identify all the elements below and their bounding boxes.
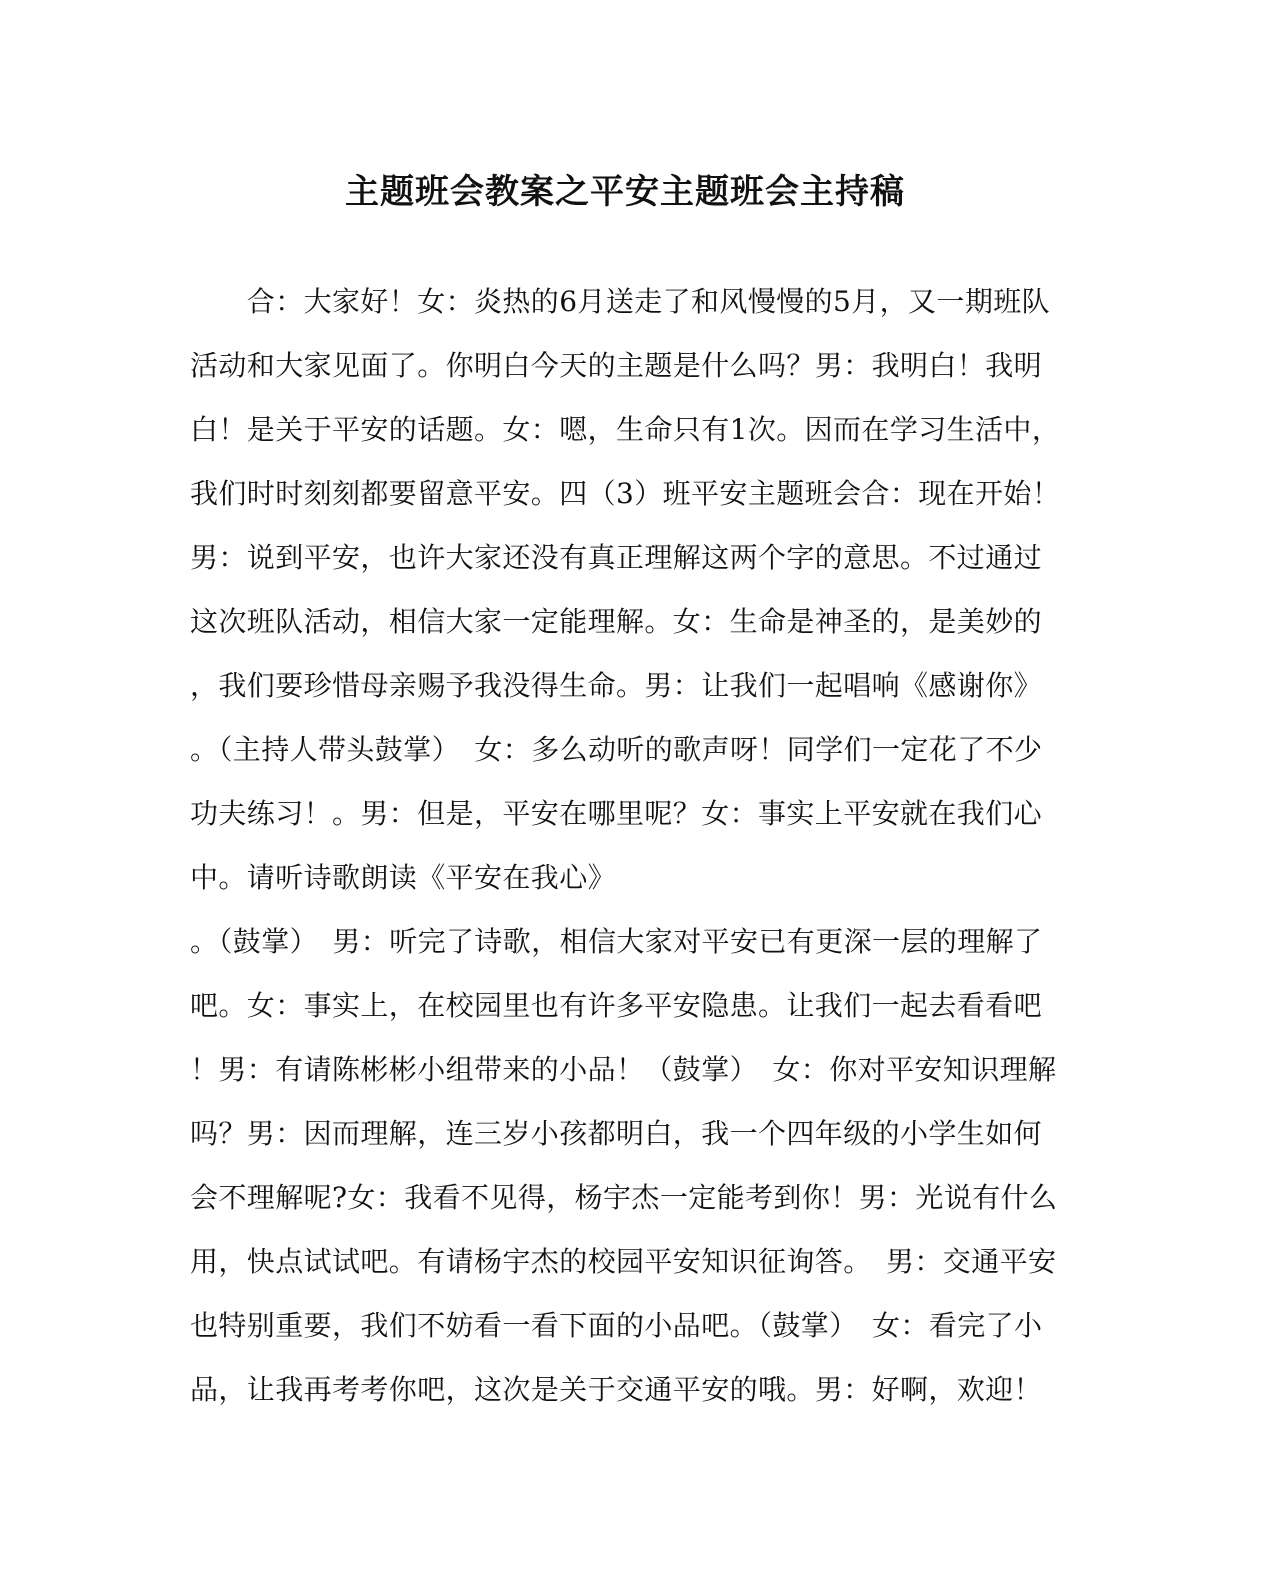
body-line: 合：大家好！女：炎热的6月送走了和风慢慢的5月，又一期班队 [190,285,1051,318]
body-line: ！男：有请陈彬彬小组带来的小品！（鼓掌） 女：你对平安知识理解 [190,1053,1057,1086]
body-line: 。（鼓掌） 男：听完了诗歌，相信大家对平安已有更深一层的理解了 [190,925,1043,958]
body-line: 活动和大家见面了。你明白今天的主题是什么吗？男：我明白！我明 [190,349,1043,382]
body-line: 白！是关于平安的话题。女：嗯，生命只有1次。因而在学习生活中， [190,413,1061,446]
body-line: 品，让我再考考你吧，这次是关于交通平安的哦。男：好啊，欢迎！ [190,1373,1043,1406]
body-line: 。（主持人带头鼓掌） 女：多么动听的歌声呀！同学们一定花了不少 [190,733,1043,766]
body-line: 中。请听诗歌朗读《平安在我心》 [190,861,617,894]
body-line: 用，快点试试吧。有请杨宇杰的校园平安知识征询答。 男：交通平安 [190,1245,1057,1278]
document-body [190,270,1070,1422]
document-title: 主题班会教案之平安主题班会主持稿 [345,172,905,212]
body-line: 这次班队活动，相信大家一定能理解。女：生命是神圣的，是美妙的 [190,605,1043,638]
body-line: 男：说到平安，也许大家还没有真正理解这两个字的意思。不过通过 [190,541,1043,574]
body-line: 功夫练习！。男：但是，平安在哪里呢？女：事实上平安就在我们心 [190,797,1043,830]
body-line: 吧。女：事实上，在校园里也有许多平安隐患。让我们一起去看看吧 [190,989,1043,1022]
body-line: 也特别重要，我们不妨看一看下面的小品吧。（鼓掌） 女：看完了小 [190,1309,1043,1342]
body-line: 会不理解呢?女：我看不见得，杨宇杰一定能考到你！男：光说有什么 [190,1181,1058,1214]
body-line: 吗？男：因而理解，连三岁小孩都明白，我一个四年级的小学生如何 [190,1117,1043,1150]
body-line: ，我们要珍惜母亲赐予我没得生命。男：让我们一起唱响《感谢你》 [190,669,1043,702]
body-line: 我们时时刻刻都要留意平安。四（3）班平安主题班会合：现在开始！ [190,477,1061,510]
